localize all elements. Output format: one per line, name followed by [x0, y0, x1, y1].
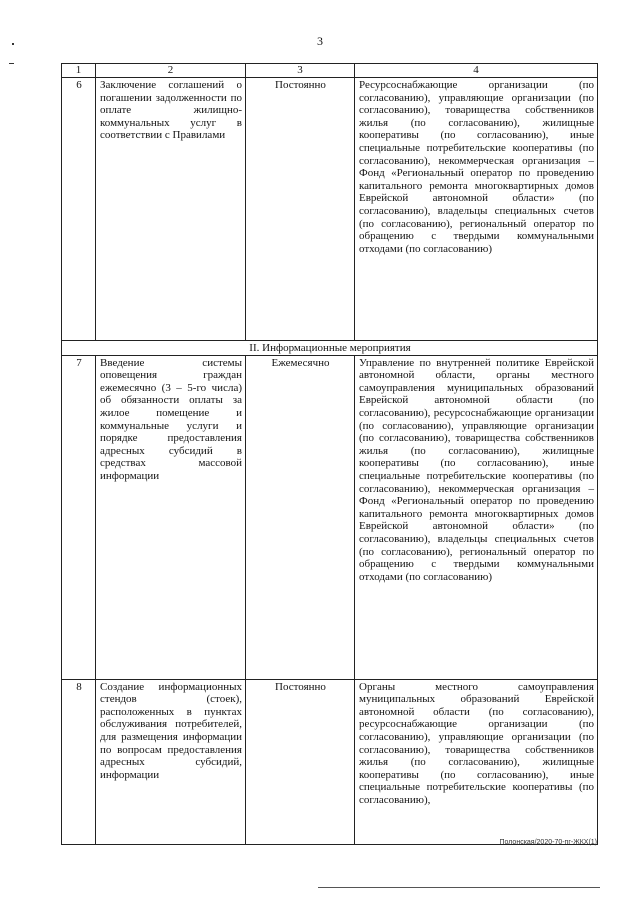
- measure-executors: Управление по внутренней политике Еврейской автономной области, органы местного самоуправления муниципальных образований Еврейской автономной области (по согласованию), ресурсоснабжающие организации (по согласованию), управляющие организации (по согласованию), товарищества собственников жилья (по согласованию), жилищные кооперативы (по согласованию), иные специальные потребительские кооперативы (по согласованию), некоммерческая организация – Фонд «Региональный оператор по проведению капитального ремонта многоквартирных домов Еврейской автономной области» (по согласованию), владельцы специальных счетов (по согласованию), региональный оператор по обращению с твердыми коммунальными отходами (по согласованию): [355, 355, 598, 679]
- header-cell-col4: 4: [355, 64, 598, 78]
- measure-description: Введение системы оповещения граждан ежемесячно (3 – 5-го числа) об обязанности оплаты за жилое помещение и коммунальные услуги и порядке предоставления адресных субсидий в средствах массовой информации: [96, 355, 246, 679]
- bottom-rule: [318, 887, 600, 888]
- document-code: Полонская/2020-70-пг-ЖКХ(1): [499, 839, 597, 846]
- measure-period: Постоянно: [246, 78, 355, 341]
- table-header-row: [62, 64, 598, 78]
- row-number: 7: [62, 355, 96, 679]
- scan-speck-mark: [12, 43, 14, 45]
- header-cell-col3: 3: [246, 64, 355, 78]
- measure-description: Заключение соглашений о погашении задолженности по оплате жилищно-коммунальных услуг в соответствии с Правилами: [96, 78, 246, 341]
- scan-dash-mark: [9, 63, 14, 64]
- section-row: [62, 341, 598, 356]
- header-cell-col2: 2: [96, 64, 246, 78]
- measure-description: Создание информационных стендов (стоек), расположенных в пунктах обслуживания потребителей, для размещения информации по вопросам предоставления адресных субсидий, информации: [96, 679, 246, 844]
- section-heading: II. Информационные мероприятия: [62, 341, 598, 356]
- measures-table: [61, 63, 598, 845]
- row-number: 6: [62, 78, 96, 341]
- row-number: 8: [62, 679, 96, 844]
- measure-executors: Органы местного самоуправления муниципальных образований Еврейской автономной области (по согласованию), ресурсоснабжающие организации (по согласованию), управляющие организации (по согласованию), товарищества собственников жилья (по согласованию), жилищные кооперативы (по согласованию), иные специальные потребительские кооперативы (по согласованию),: [355, 679, 598, 844]
- measure-executors: Ресурсоснабжающие организации (по согласованию), управляющие организации (по согласованию), товарищества собственников жилья (по согласованию), жилищные кооперативы (по согласованию), иные специальные потребительские кооперативы (по согласованию), некоммерческая организация – Фонд «Региональный оператор по проведению капитального ремонта многоквартирных домов Еврейской автономной области» (по согласованию), владельцы специальных счетов (по согласованию), региональный оператор по обращению с твердыми коммунальными отходами (по согласованию): [355, 78, 598, 341]
- header-cell-col1: 1: [62, 64, 96, 78]
- table-row-6: [62, 78, 598, 341]
- table-row-7: [62, 355, 598, 679]
- page-number: 3: [317, 34, 323, 48]
- table-row-8: [62, 679, 598, 844]
- measure-period: Ежемесячно: [246, 355, 355, 679]
- measure-period: Постоянно: [246, 679, 355, 844]
